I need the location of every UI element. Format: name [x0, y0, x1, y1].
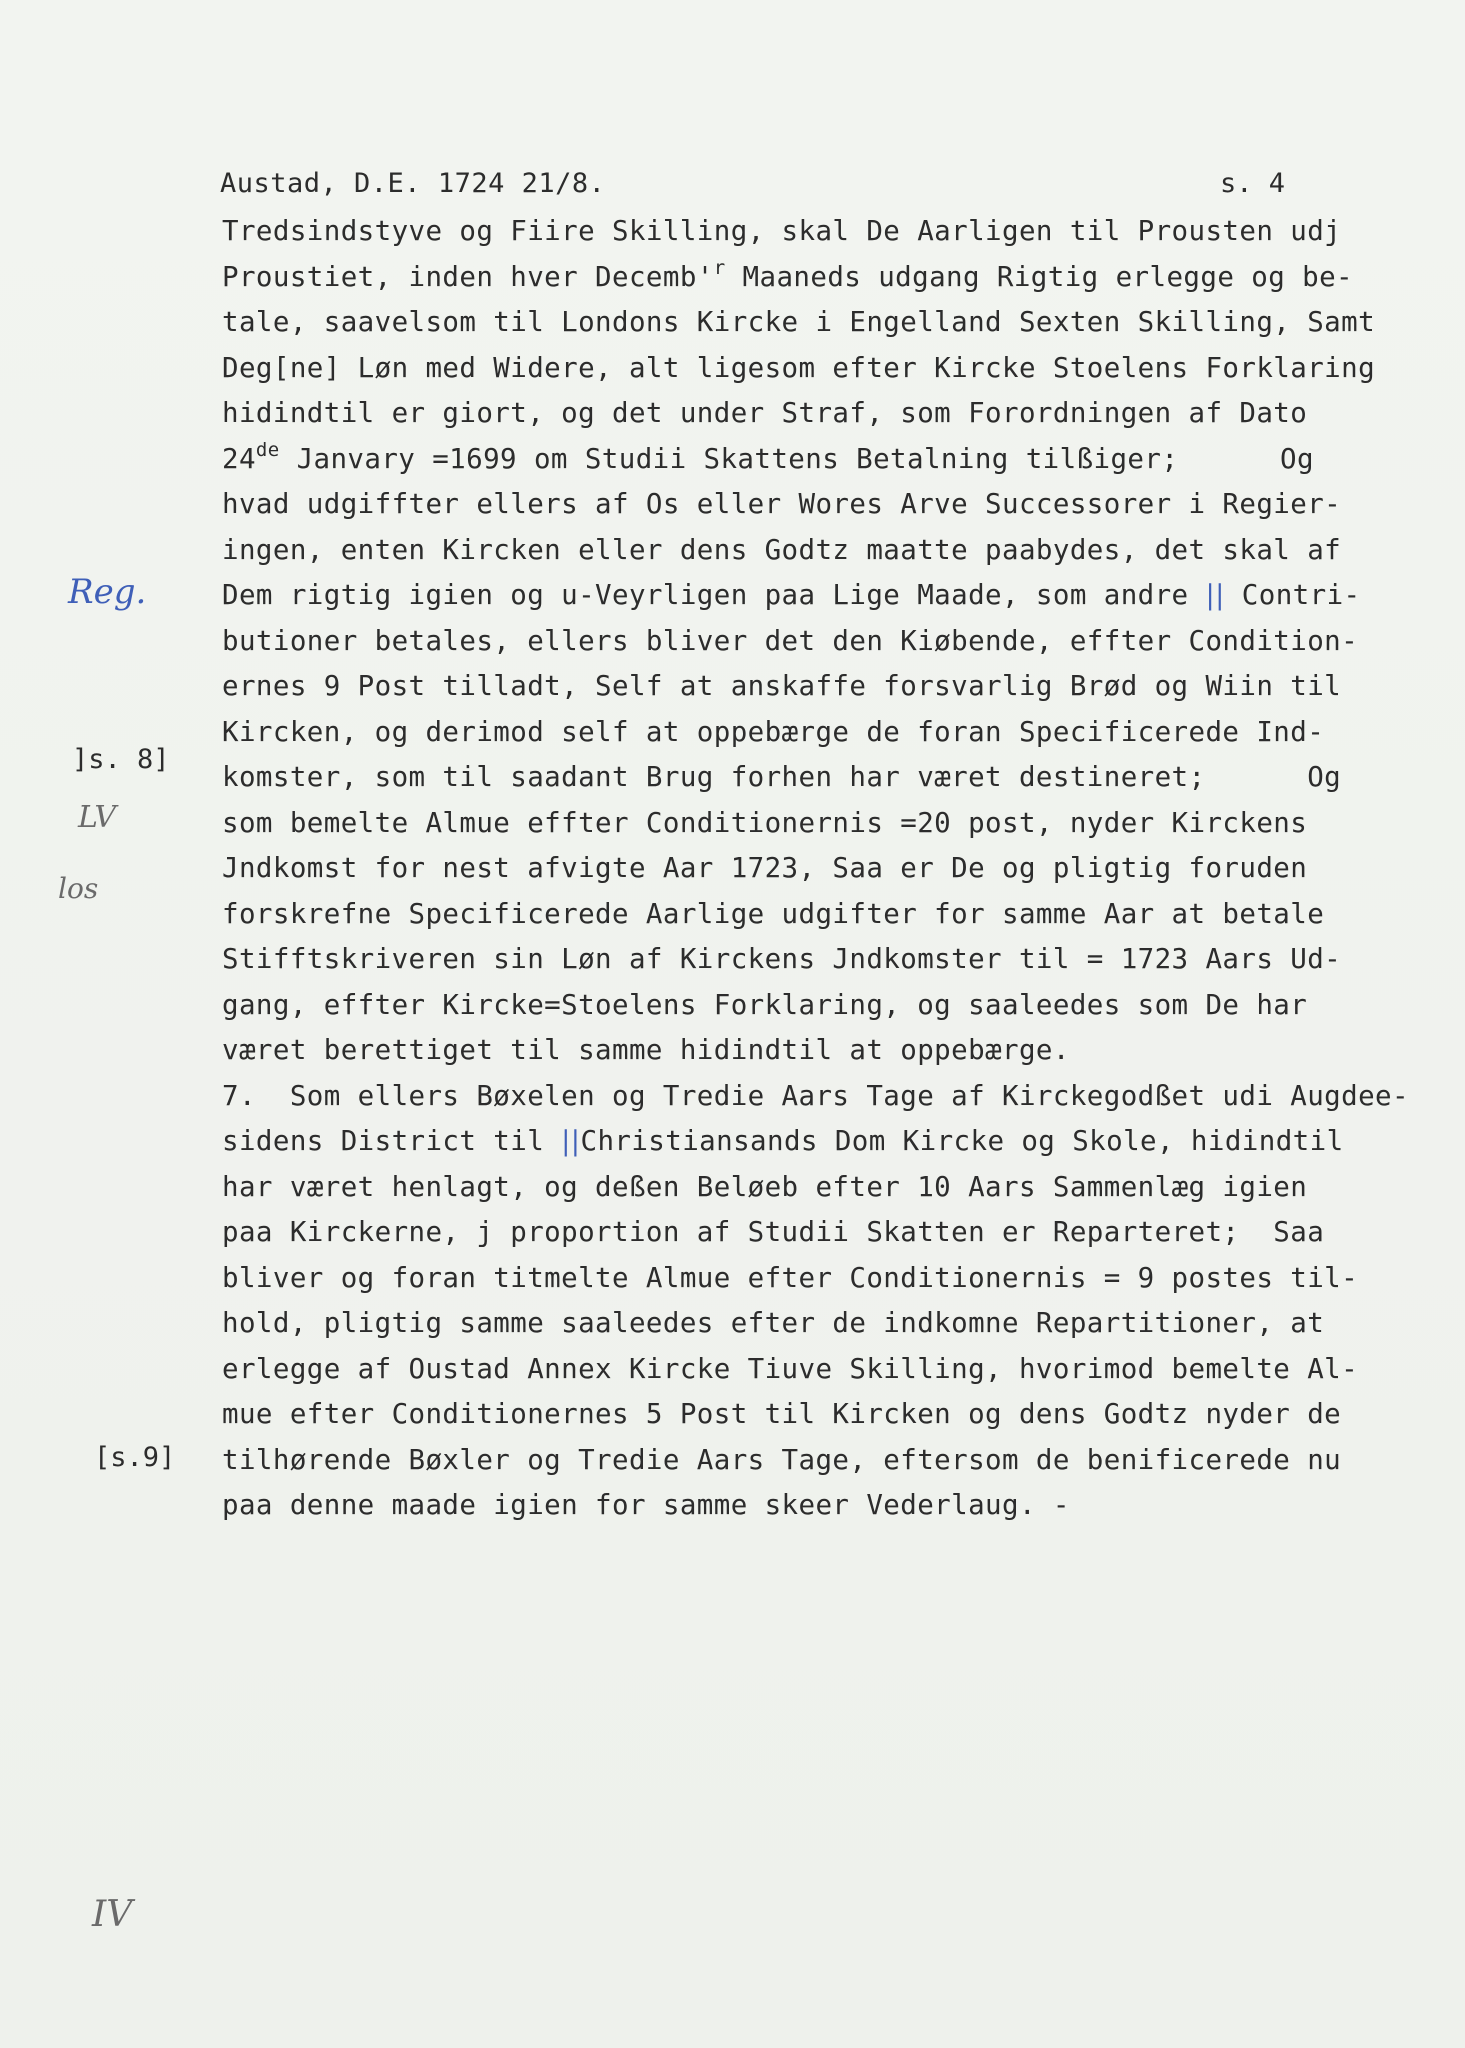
- text-line-15: Jndkomst for nest afvigte Aar 1723, Saa er De og pligtig foruden: [222, 852, 1308, 884]
- text-line-16: forskrefne Specificerede Aarlige udgifter for samme Aar at betale: [222, 898, 1325, 930]
- text-line-1: Tredsindstyve og Fiire Skilling, skal De Aarligen til Prousten udj: [222, 215, 1342, 247]
- text-line-21a: sidens District til: [222, 1125, 562, 1157]
- text-line-9: [222, 579, 1361, 611]
- text-line-29: paa denne maade igien for samme skeer Vederlaug. -: [222, 1489, 1070, 1521]
- document-header-title: Austad, D.E. 1724 21/8.: [220, 168, 606, 199]
- insertion-mark-1: ||: [1205, 579, 1225, 611]
- text-line-4: Deg[ne] Løn med Widere, alt ligesom efter Kircke Stoelens Forklaring: [222, 352, 1376, 384]
- text-line-18: gang, effter Kircke=Stoelens Forklaring, og saaleedes som De har: [222, 989, 1308, 1021]
- text-line-9b: Contri-: [1224, 579, 1361, 611]
- margin-note-los: los: [58, 872, 99, 905]
- text-line-22: har været henlagt, og deßen Beløeb efter 10 Aars Sammenlæg igien: [222, 1171, 1308, 1203]
- text-line-28: tilhørende Bøxler og Tredie Aars Tage, eftersom de benificerede nu: [222, 1444, 1342, 1476]
- superscript-r: r: [713, 257, 726, 279]
- superscript-de: de: [255, 439, 280, 461]
- margin-note-s9: [s.9]: [94, 1442, 176, 1473]
- text-line-13: komster, som til saadant Brug forhen har været destineret; Og: [222, 761, 1342, 793]
- text-line-9a: Dem rigtig igien og u-Veyrligen paa Lige Maade, som andre: [222, 579, 1206, 611]
- text-line-23: paa Kirckerne, j proportion af Studii Skatten er Reparteret; Saa: [222, 1216, 1325, 1248]
- text-line-21: [222, 1125, 1344, 1157]
- text-line-8: ingen, enten Kircken eller dens Godtz maatte paabydes, det skal af: [222, 534, 1342, 566]
- text-line-17: Stifftskriveren sin Løn af Kirckens Jndkomster til = 1723 Aars Ud-: [222, 943, 1342, 975]
- text-line-26: erlegge af Oustad Annex Kircke Tiuve Skilling, hvorimod bemelte Al-: [222, 1353, 1359, 1385]
- margin-note-iv: IV: [92, 1894, 133, 1935]
- margin-note-s8: ]s. 8]: [72, 744, 170, 775]
- text-line-11: ernes 9 Post tilladt, Self at anskaffe forsvarlig Brød og Wiin til: [222, 670, 1342, 702]
- text-line-6a: 24: [222, 443, 256, 475]
- margin-note-reg: Reg.: [68, 572, 147, 612]
- text-line-2b: Maaneds udgang Rigtig erlegge og be-: [725, 261, 1353, 293]
- text-line-5: hidindtil er giort, og det under Straf, som Forordningen af Dato: [222, 397, 1308, 429]
- text-line-10: butioner betales, ellers bliver det den Kiøbende, effter Condition-: [222, 625, 1359, 657]
- insertion-mark-2: ||: [561, 1125, 581, 1157]
- text-line-6: [222, 439, 1314, 475]
- text-line-7: hvad udgiffter ellers af Os eller Wores Arve Successorer i Regier-: [222, 488, 1342, 520]
- text-line-2a: Proustiet, inden hver Decemb': [222, 261, 714, 293]
- text-line-19: været berettiget til samme hidindtil at oppebærge.: [222, 1034, 1070, 1066]
- text-line-20: 7. Som ellers Bøxelen og Tredie Aars Tage af Kirckegodßet udi Augdee-: [222, 1080, 1409, 1112]
- text-line-14: som bemelte Almue effter Conditionernis =20 post, nyder Kirckens: [222, 807, 1308, 839]
- text-line-2: [222, 257, 1353, 293]
- text-line-3: tale, saavelsom til Londons Kircke i Engelland Sexten Skilling, Samt: [222, 306, 1376, 338]
- text-line-25: hold, pligtig samme saaleedes efter de indkomne Repartitioner, at: [222, 1307, 1325, 1339]
- text-line-21b: Christiansands Dom Kircke og Skole, hidindtil: [580, 1125, 1344, 1157]
- text-line-24: bliver og foran titmelte Almue efter Conditionernis = 9 postes til-: [222, 1262, 1359, 1294]
- page-reference: s. 4: [1220, 168, 1286, 199]
- text-line-6b: Janvary =1699 om Studii Skattens Betalning tilßiger; Og: [279, 443, 1314, 475]
- text-line-12: Kircken, og derimod self at oppebærge de foran Specificerede Ind-: [222, 716, 1325, 748]
- margin-note-lv: LV: [78, 800, 117, 835]
- text-line-27: mue efter Conditionernes 5 Post til Kircken og dens Godtz nyder de: [222, 1398, 1342, 1430]
